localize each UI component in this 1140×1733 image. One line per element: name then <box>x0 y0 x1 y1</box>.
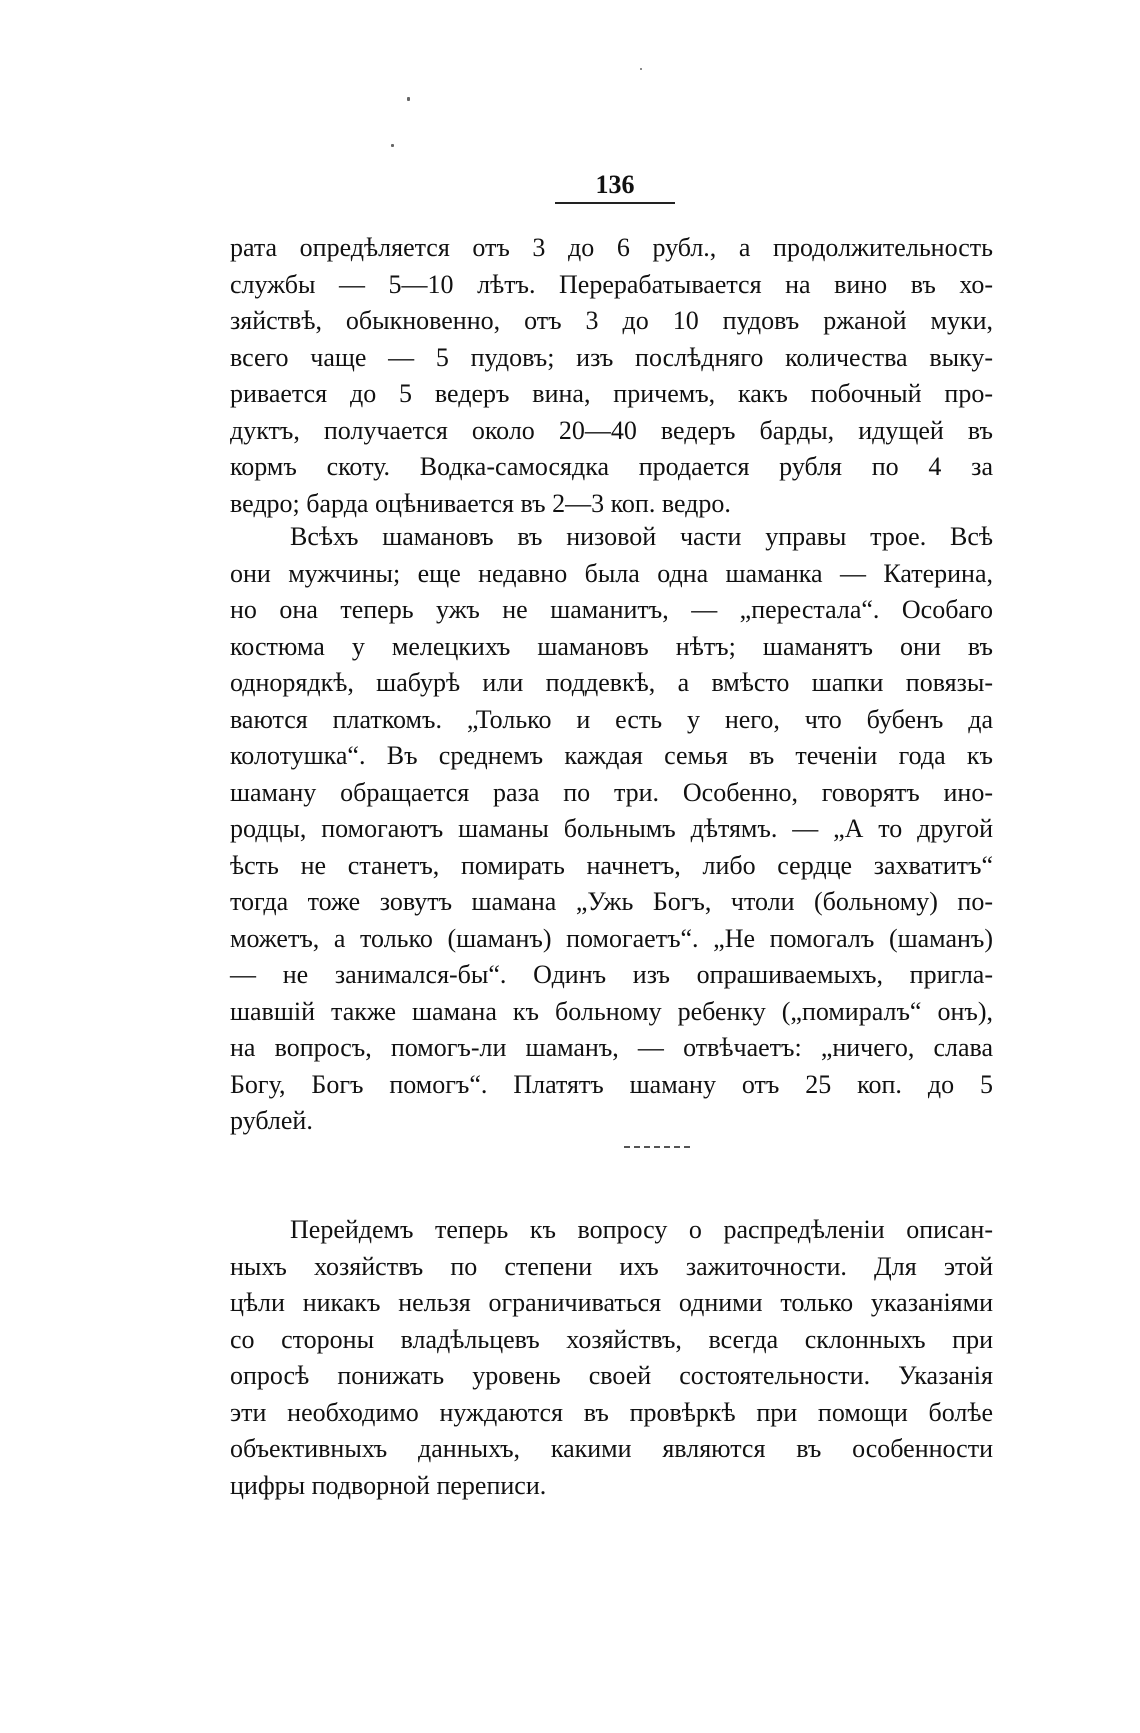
text-line: Всѣхъ шамановъ въ низовой части управы трое. Всѣ <box>290 522 993 551</box>
text-line: шавшій также шамана къ больному ребенку („помиралъ“ онъ), <box>230 996 993 1026</box>
section-separator <box>624 1146 690 1150</box>
text-line: опросѣ понижать уровень своей состоятельности. Указанія <box>230 1361 993 1390</box>
text-line: Богу, Богъ помогъ“. Платятъ шаману отъ 25 коп. до 5 <box>230 1069 993 1099</box>
text-line: эти необходимо нуждаются въ провѣркѣ при помощи болѣе <box>230 1397 993 1427</box>
text-line: можетъ, а только (шаманъ) помогаетъ“. „Не помогалъ (шаманъ) <box>230 923 993 953</box>
text-line: на вопросъ, помогъ-ли шаманъ, — отвѣчаетъ: „ничего, слава <box>230 1033 993 1062</box>
text-line: службы — 5—10 лѣтъ. Перерабатывается на вино въ хо- <box>230 269 993 299</box>
text-line: кормъ скоту. Водка-самосядка продается рубля по 4 за <box>230 452 993 481</box>
text-line: со стороны владѣльцевъ хозяйствъ, всегда склонныхъ при <box>230 1324 993 1354</box>
text-line: родцы, помогаютъ шаманы больнымъ дѣтямъ. — „А то другой <box>230 814 993 843</box>
text-line: зяйствѣ, обыкновенно, отъ 3 до 10 пудовъ ржаной муки, <box>230 306 993 335</box>
text-line: тогда тоже зовутъ шамана „Ужь Богъ, чтоли (больному) по- <box>230 887 993 916</box>
paragraph-distilling <box>230 230 993 522</box>
text-line: ведро; барда оцѣнивается въ 2—3 коп. ведро. <box>230 488 731 518</box>
text-line: однорядкѣ, шабурѣ или поддевкѣ, а вмѣсто шапки повязы- <box>230 668 993 697</box>
text-line: колотушка“. Въ среднемъ каждая семья въ теченіи года къ <box>230 741 993 770</box>
text-line: но она теперь ужъ не шаманитъ, — „перестала“. Особаго <box>230 595 993 624</box>
text-line: ваются платкомъ. „Только и есть у него, что бубенъ да <box>230 704 993 734</box>
text-line: они мужчины; еще недавно была одна шаманка — Катерина, <box>230 558 993 588</box>
text-line: цифры подворной переписи. <box>230 1470 547 1500</box>
paragraph-prosperity <box>230 1212 993 1504</box>
text-line: рублей. <box>230 1106 313 1135</box>
text-line: цѣли никакъ нельзя ограничиваться одними только указаніями <box>230 1288 993 1317</box>
print-speck <box>391 144 394 147</box>
text-line: Перейдемъ теперь къ вопросу о распредѣленіи описан- <box>290 1215 993 1244</box>
print-speck <box>640 68 642 70</box>
text-line: объективныхъ данныхъ, какими являются въ особенности <box>230 1434 993 1463</box>
text-line: рата опредѣляется отъ 3 до 6 рубл., а продолжительность <box>230 233 993 262</box>
text-line: ныхъ хозяйствъ по степени ихъ зажиточности. Для этой <box>230 1251 993 1281</box>
text-line: ривается до 5 ведеръ вина, причемъ, какъ побочный про- <box>230 379 993 408</box>
page-number: 136 <box>595 170 635 199</box>
page-number-rule <box>555 202 675 204</box>
text-line: костюма у мелецкихъ шамановъ нѣтъ; шаманятъ они въ <box>230 631 993 661</box>
text-line: шаману обращается раза по три. Особенно, говорятъ ино- <box>230 777 993 807</box>
text-line: — не занимался-бы“. Одинъ изъ опрашиваемыхъ, пригла- <box>230 960 993 989</box>
print-speck <box>407 97 410 101</box>
text-line: ѣсть не станетъ, помирать начнетъ, либо сердце захватитъ“ <box>230 850 993 880</box>
paragraph-shamans <box>230 519 993 1140</box>
text-line: всего чаще — 5 пудовъ; изъ послѣдняго количества выку- <box>230 342 993 372</box>
text-line: дуктъ, получается около 20—40 ведеръ барды, идущей въ <box>230 415 993 445</box>
